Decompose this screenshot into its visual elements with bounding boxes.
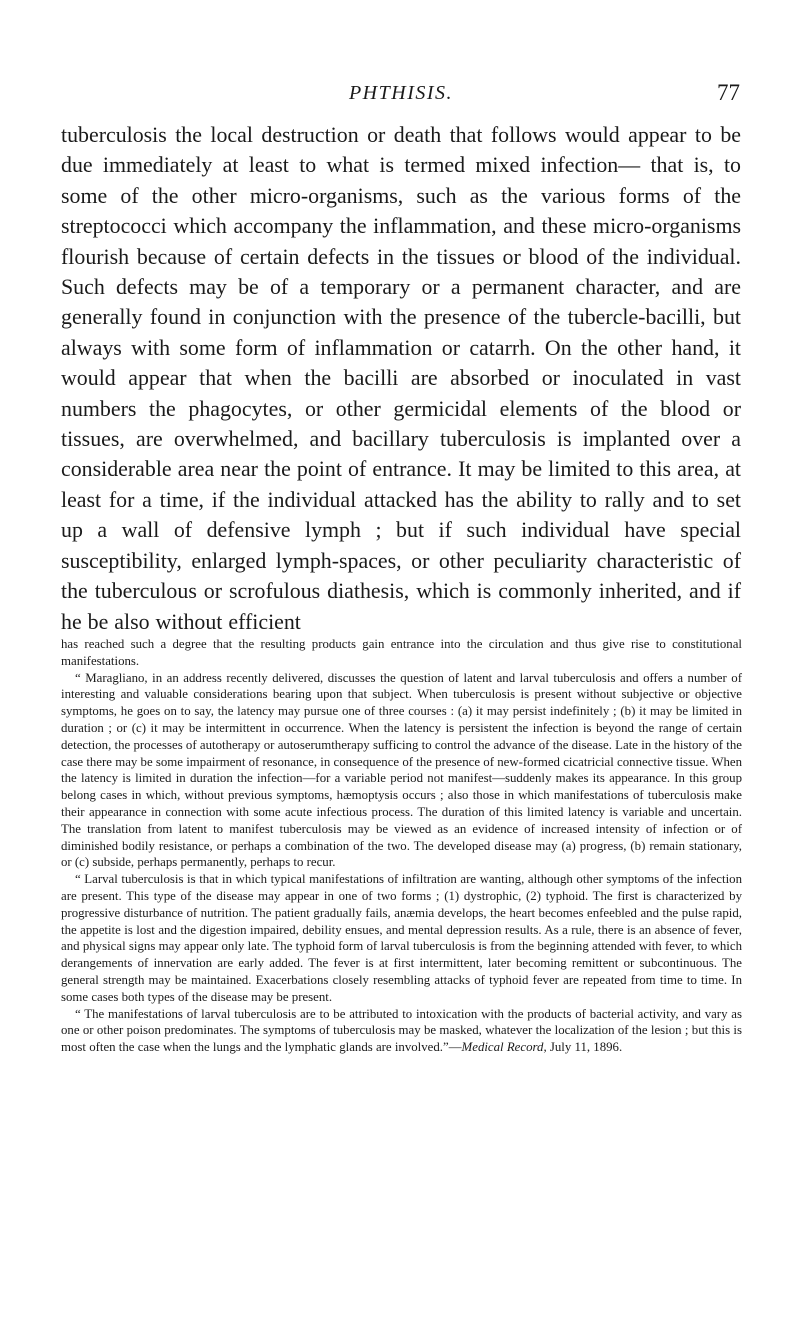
footnote-paragraph-text: “ The manifestations of larval tuberculosis are to be attributed to intoxication with the products of bacterial activity, and vary as one or other poison predominates. The symptoms of tuberculosis may be masked, whatever the localization of the lesion ; but this is most often the case when the lungs and the lymphatic glands are involved.”— bbox=[61, 1006, 742, 1055]
footnote-paragraph-latent: “ Maragliano, in an address recently delivered, discusses the question of latent and larval tuberculosis and offers a number of interesting and valuable considerations bearing upon that subject. When tuberculosis is present without subjective or objective symptoms, he goes on to say, the latency may pursue one of three courses : (a) it may persist indefinitely ; (b) it may be limited in duration ; or (c) it may be intermittent in occurrence. When the latency is persistent the infection is beyond the range of certain detection, the processes of autotherapy or autoserumtherapy sufficing to control the advance of the disease. Late in the history of the case there may be some impairment of resonance, in consequence of the presence of new-formed cicatricial connective tissue. When the latency is limited in duration the infection—for a variable period not manifest—suddenly makes its appearance. In this group belong cases in which, without previous symptoms, hæmoptysis occurs ; also those in which manifestations of tuberculosis make their appearance in connection with some acute infectious process. The duration of this limited latency is variable and uncertain. The translation from latent to manifest tuberculosis may be viewed as an evidence of increased intensity of infection or of diminished bodily resistance, or perhaps a combination of the two. The developed disease may (a) progress, (b) remain stationary, or (c) subside, perhaps permanently, perhaps to recur. bbox=[61, 670, 742, 870]
footnote-paragraph-manifestations bbox=[61, 1006, 742, 1056]
running-title: PHTHISIS. bbox=[348, 82, 454, 104]
body-paragraph: tuberculosis the local destruction or death that follows would appear to be due immediately at least to what is termed mixed infection— that is, to some of the other micro-organisms, such as the various forms of the streptococci which accompany the inflammation, and these micro-organisms flourish because of certain defects in the tissues or blood of the individual. Such defects may be of a temporary or a permanent character, and are generally found in conjunction with the presence of the tubercle-bacilli, but always with some form of inflammation or catarrh. On the other hand, it would appear that when the bacilli are absorbed or inoculated in vast numbers the phagocytes, or other germicidal elements of the blood or tissues, are overwhelmed, and bacillary tuberculosis is implanted over a considerable area near the point of entrance. It may be limited to this area, at least for a time, if the individual attacked has the ability to rally and to set up a wall of defensive lymph ; but if such individual have special susceptibility, enlarged lymph-spaces, or other peculiarity characteristic of the tuberculous or scrofulous diathesis, which is commonly inherited, and if he be also without efficient bbox=[61, 122, 741, 634]
footnote-continuation: has reached such a degree that the resulting products gain entrance into the circulation and thus give rise to constitutional manifestations. bbox=[61, 637, 742, 668]
citation-source: Medical Record, bbox=[461, 1040, 547, 1055]
footnote-block bbox=[61, 636, 742, 1056]
footnote-paragraph-larval: “ Larval tuberculosis is that in which typical manifestations of infiltration are wanting, although other symptoms of the infection are present. This type of the disease may appear in one of two forms ; (1) dystrophic, (2) typhoid. The first is characterized by progressive disturbance of nutrition. The patient gradually fails, anæmia develops, the heart becomes enfeebled and the pulse rapid, the appetite is lost and the digestion impaired, debility ensues, and mental depression results. As a rule, there is an absence of fever, and physical signs may appear only late. The typhoid form of larval tuberculosis is from the beginning attended with fever, to which derangements of innervation are early added. The fever is at first intermittent, later becoming remittent or subcontinuous. The general strength may be maintained. Exacerbations closely resembling attacks of typhoid fever are repeated from time to time. In some cases both types of the disease may be present. bbox=[61, 872, 742, 1004]
citation-date: July 11, 1896. bbox=[546, 1040, 623, 1055]
page-number: 77 bbox=[717, 80, 740, 105]
running-head bbox=[62, 82, 740, 112]
